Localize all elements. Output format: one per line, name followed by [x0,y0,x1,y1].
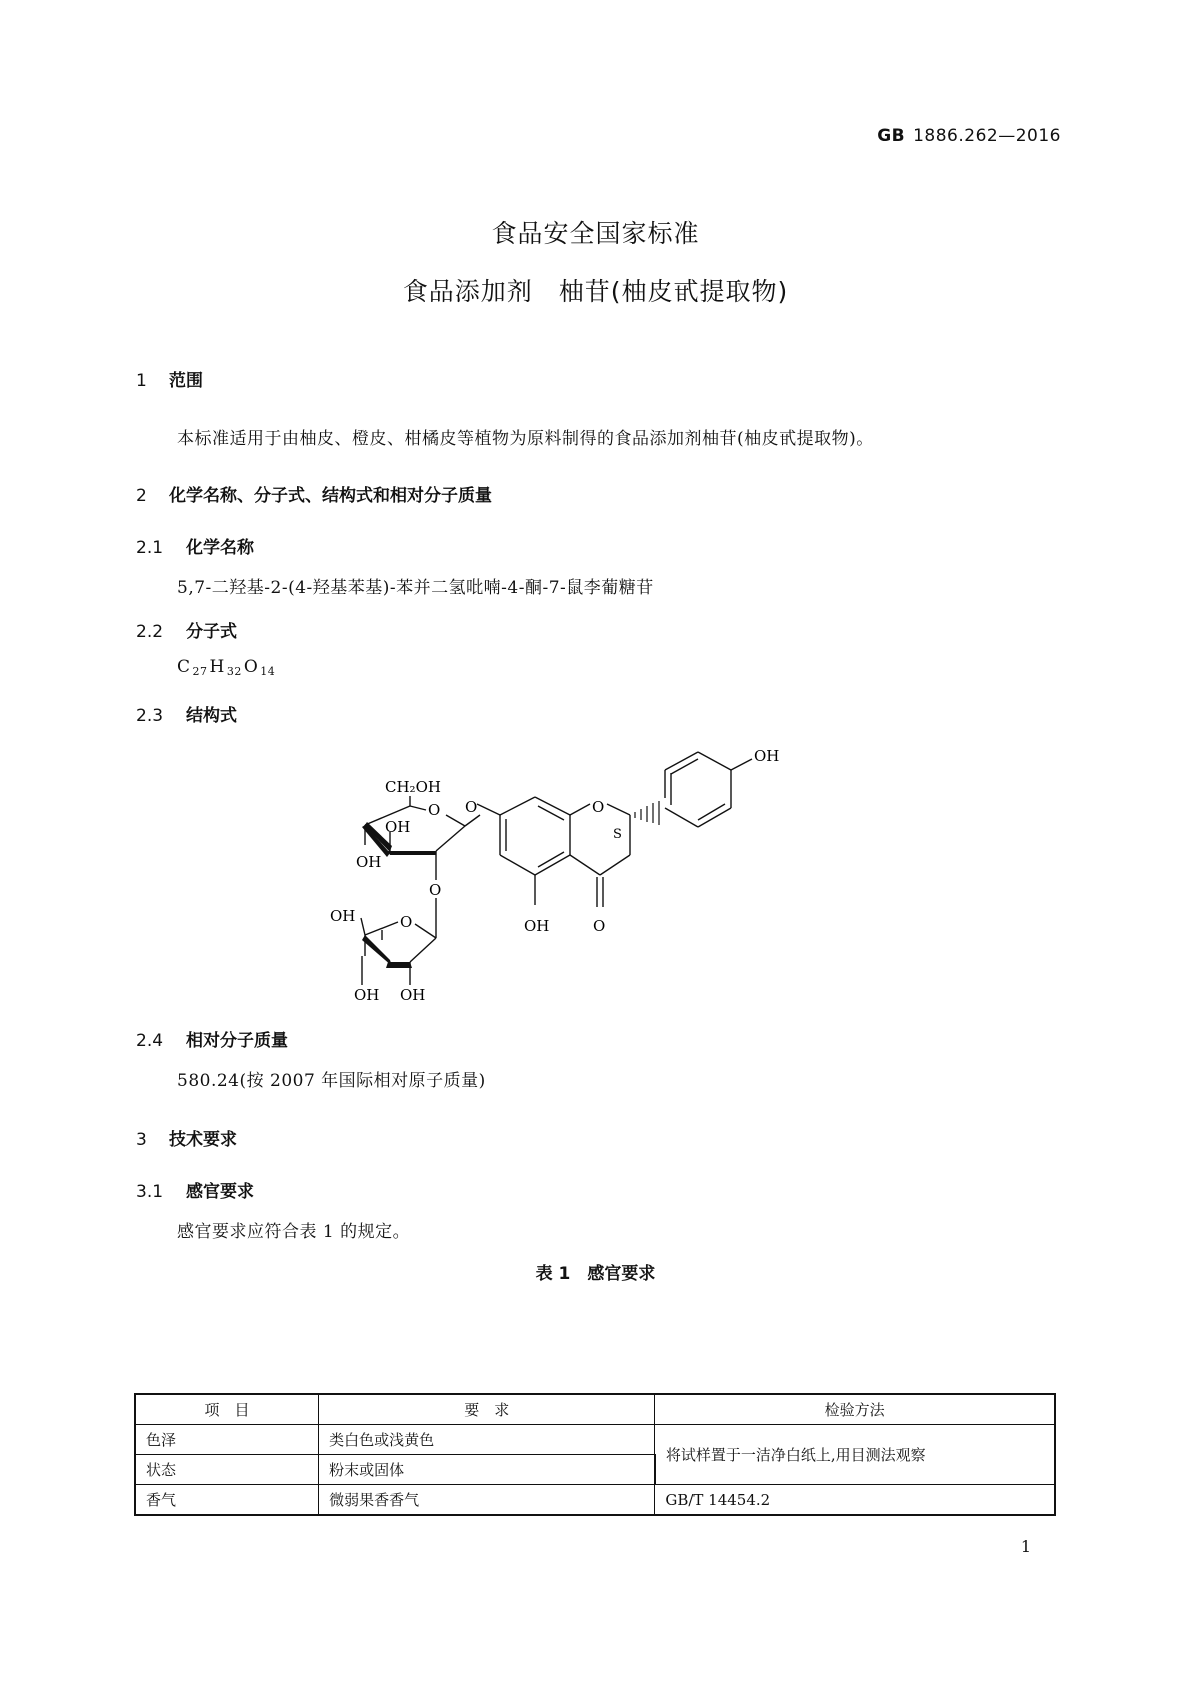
section-title: 分子式 [186,622,237,642]
label-o-link-7: O [465,798,478,816]
main-title: 食品安全国家标准 [491,219,700,248]
cell-item: 香气 [135,1485,319,1516]
header-method: 检验方法 [655,1394,1055,1425]
section-number: 3 [136,1130,147,1150]
section-1-heading [136,366,203,391]
section-title: 相对分子质量 [186,1031,288,1051]
count-h: 32 [226,665,242,678]
section-2-heading [136,481,492,506]
label-rhamnose-oh-top: OH [330,907,356,925]
table-row [135,1485,1055,1516]
hashed-bond [635,801,659,825]
label-oh-5: OH [524,917,550,935]
section-2-2-heading [136,617,237,642]
section-number: 2.1 [136,538,164,558]
molecular-mass: 580.24(按 2007 年国际相对原子质量) [177,1071,486,1091]
section-2-4-heading [136,1026,288,1051]
standard-number: 1886.262—2016 [913,126,1061,146]
page-number: 1 [1020,1537,1031,1556]
label-o-link-glyco: O [429,881,442,899]
cell-requirement: 粉末或固体 [319,1455,655,1485]
label-glucose-oh-4: OH [356,853,382,871]
section-title: 化学名称 [186,538,254,558]
header-requirement: 要 求 [319,1394,655,1425]
section-title: 化学名称、分子式、结构式和相对分子质量 [169,486,492,506]
wedge-bonds [362,822,436,968]
molecular-formula [177,657,277,678]
section-number: 2.4 [136,1031,164,1051]
structural-formula-diagram [330,735,830,1010]
section-number: 1 [136,371,147,391]
label-ch2oh: CH₂OH [385,778,441,796]
chemical-name: 5,7-二羟基-2-(4-羟基苯基)-苯并二氢吡喃-4-酮-7-鼠李葡糖苷 [177,578,654,598]
count-c: 27 [192,665,208,678]
section-2-1-heading [136,533,254,558]
element-h: H [209,657,225,677]
section-3-1-heading [136,1177,254,1202]
section-title: 结构式 [186,706,237,726]
section-title: 范围 [169,371,203,391]
section-2-3-heading [136,701,237,726]
label-phenyl-oh: OH [754,747,780,765]
section-number: 2.3 [136,706,164,726]
table-header-row [135,1394,1055,1425]
section-title: 技术要求 [169,1130,237,1150]
label-rhamnose-oh-b2: OH [400,986,426,1004]
label-keto-o: O [593,917,606,935]
header-item: 项 目 [135,1394,319,1425]
cell-method: GB/T 14454.2 [655,1485,1055,1516]
label-glucose-oh-3: OH [385,818,411,836]
section-number: 3.1 [136,1182,164,1202]
table-row [135,1425,1055,1455]
section-1-text: 本标准适用于由柚皮、橙皮、柑橘皮等植物为原料制得的食品添加剂柚苷(柚皮甙提取物)。 [177,429,874,449]
standard-prefix: GB [877,126,906,146]
cell-item: 状态 [135,1455,319,1485]
label-rhamnose-oh-b1: OH [354,986,380,1004]
cell-requirement: 类白色或浅黄色 [319,1425,655,1455]
element-o: O [243,657,259,677]
standard-code [877,126,1061,146]
cell-requirement: 微弱果香香气 [319,1485,655,1516]
section-3-1-text: 感官要求应符合表 1 的规定。 [177,1222,411,1242]
label-rhamnose-ring-o: O [400,913,413,931]
table-caption: 表 1 感官要求 [535,1264,656,1284]
label-glucose-ring-o: O [428,801,441,819]
section-3-heading [136,1125,237,1150]
section-number: 2 [136,486,147,506]
cell-item: 色泽 [135,1425,319,1455]
element-c: C [177,657,191,677]
count-o: 14 [260,665,276,678]
section-title: 感官要求 [186,1182,254,1202]
sub-title: 食品添加剂 柚苷(柚皮甙提取物) [402,277,789,306]
sensory-requirements-table [134,1393,1056,1516]
cell-method-merged: 将试样置于一洁净白纸上,用目测法观察 [655,1425,1055,1485]
label-stereo-s: S [613,827,622,842]
section-number: 2.2 [136,622,164,642]
label-c-ring-o: O [592,798,605,816]
